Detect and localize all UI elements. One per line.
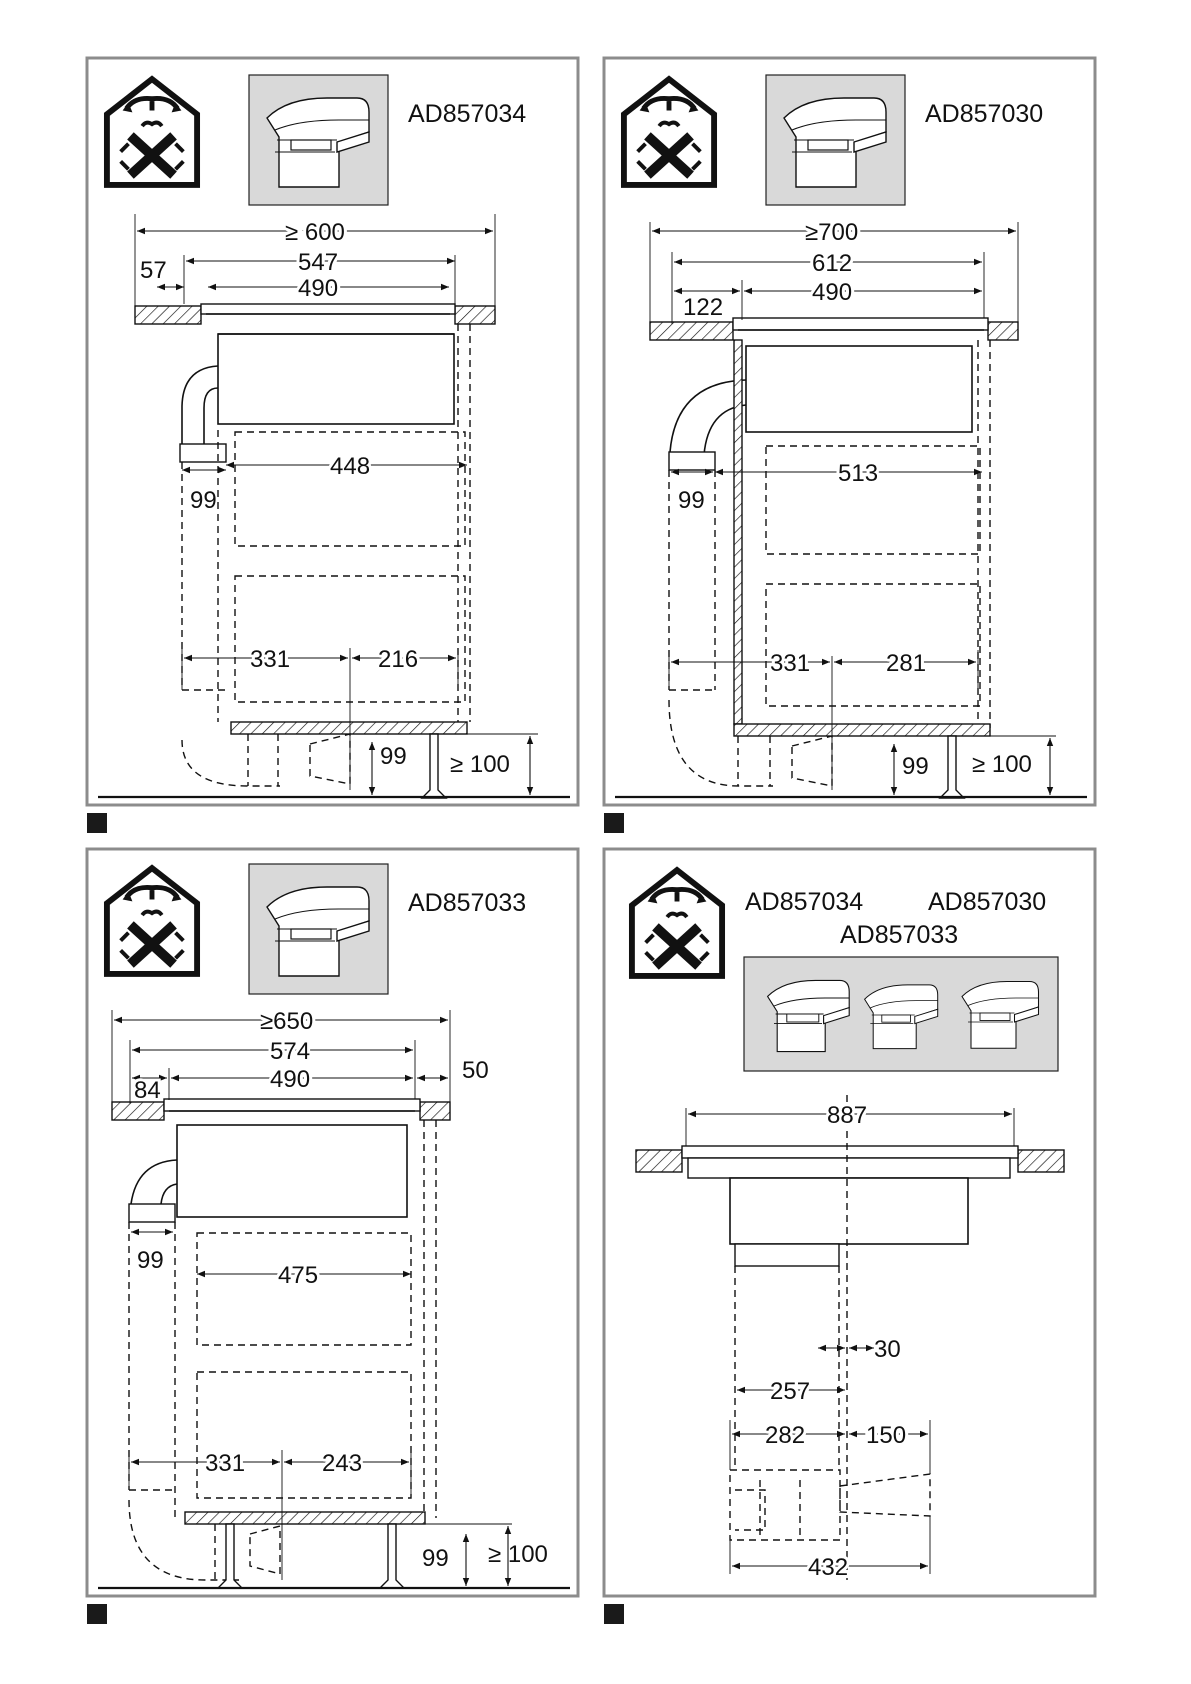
- hob-plate: [201, 304, 455, 314]
- dim-offset: 57: [140, 257, 167, 284]
- dim-side: 50: [462, 1057, 489, 1084]
- dim-back-left: 331: [770, 650, 811, 677]
- hob-unit: [746, 346, 972, 432]
- dim-432: 432: [808, 1554, 849, 1581]
- cabinet-leg: [218, 1524, 242, 1588]
- dim-cutout: 490: [270, 1066, 311, 1093]
- dim-257: 257: [770, 1378, 811, 1405]
- house-no-recirculation-icon: [624, 79, 714, 185]
- dim-clearance: ≥ 100: [972, 751, 1032, 778]
- hob-plate: [682, 1146, 1018, 1158]
- dim-30: 30: [874, 1336, 901, 1363]
- dim-back-left: 331: [205, 1450, 246, 1477]
- panel-combined: [604, 849, 1095, 1624]
- dim-282: 282: [765, 1422, 806, 1449]
- dim-duct: 99: [137, 1247, 164, 1274]
- worktop-left: [112, 1102, 164, 1120]
- panel-ad857034: [87, 58, 578, 833]
- drawer-lower: [766, 584, 980, 706]
- dim-cutout-outer: 547: [298, 249, 339, 276]
- dim-cutout: 490: [298, 275, 339, 302]
- dim-offset: 122: [683, 294, 724, 321]
- cabinet-side: [734, 340, 742, 724]
- cabinet-base: [185, 1512, 425, 1524]
- dim-duct: 99: [678, 487, 705, 514]
- panel-marker: [87, 1604, 107, 1624]
- worktop-left: [636, 1150, 682, 1172]
- model-code: AD857030: [925, 100, 1044, 128]
- dim-plinth: 99: [380, 743, 407, 770]
- house-no-recirculation-icon: [107, 79, 197, 185]
- dim-150: 150: [866, 1422, 907, 1449]
- dim-cutout: 490: [812, 279, 853, 306]
- panel-marker: [604, 813, 624, 833]
- panel-marker: [87, 813, 107, 833]
- dim-unit: 513: [838, 460, 879, 487]
- hob-plate: [733, 318, 988, 330]
- drawer-lower: [197, 1372, 411, 1498]
- cabinet-leg: [380, 1524, 404, 1588]
- dim-offset: 84: [134, 1077, 161, 1104]
- cabinet-base: [734, 724, 990, 736]
- dim-clearance: ≥ 100: [450, 751, 510, 778]
- dim-overall: ≥650: [260, 1008, 314, 1035]
- cabinet-leg: [940, 736, 964, 798]
- worktop-right: [1018, 1150, 1064, 1172]
- model-code: AD857033: [408, 889, 527, 917]
- model-code: AD857030: [928, 888, 1047, 916]
- dim-overall: ≥ 600: [285, 219, 345, 246]
- duct-elbow: [131, 1160, 177, 1204]
- dim-overall: ≥700: [805, 219, 859, 246]
- worktop-right: [420, 1102, 450, 1120]
- panel-marker: [604, 1604, 624, 1624]
- dim-plinth: 99: [902, 753, 929, 780]
- model-code: AD857034: [745, 888, 864, 916]
- house-no-recirculation-icon: [107, 868, 197, 974]
- dim-duct: 99: [190, 487, 217, 514]
- drawer-upper: [235, 432, 465, 546]
- drawer-upper: [197, 1233, 411, 1345]
- dim-back-left: 331: [250, 646, 291, 673]
- hob-unit: [730, 1178, 968, 1244]
- worktop-right: [988, 322, 1018, 340]
- duct-elbow: [182, 366, 218, 446]
- dim-back-right: 216: [378, 646, 419, 673]
- panel-ad857030: [604, 58, 1095, 833]
- house-no-recirculation-icon: [632, 870, 722, 976]
- model-code: AD857034: [408, 100, 527, 128]
- dim-unit: 475: [278, 1262, 319, 1289]
- dim-width: 887: [827, 1102, 868, 1129]
- panel-ad857033: [87, 849, 578, 1624]
- dim-cutout-outer: 574: [270, 1038, 311, 1065]
- dim-plinth: 99: [422, 1545, 449, 1572]
- dim-unit: 448: [330, 453, 371, 480]
- cabinet-base: [231, 722, 467, 734]
- dim-back-right: 243: [322, 1450, 363, 1477]
- worktop-left: [135, 306, 201, 324]
- hob-unit: [177, 1125, 407, 1217]
- hob-unit: [218, 334, 454, 424]
- duct-outlet: [735, 1244, 839, 1266]
- cabinet-leg: [422, 734, 446, 798]
- worktop-left: [650, 322, 733, 340]
- hob-plate: [164, 1099, 420, 1111]
- model-code: AD857033: [840, 921, 959, 949]
- dim-back-right: 281: [886, 650, 927, 677]
- worktop-right: [455, 306, 495, 324]
- dim-cutout-outer: 612: [812, 250, 853, 277]
- dim-clearance: ≥ 100: [488, 1541, 548, 1568]
